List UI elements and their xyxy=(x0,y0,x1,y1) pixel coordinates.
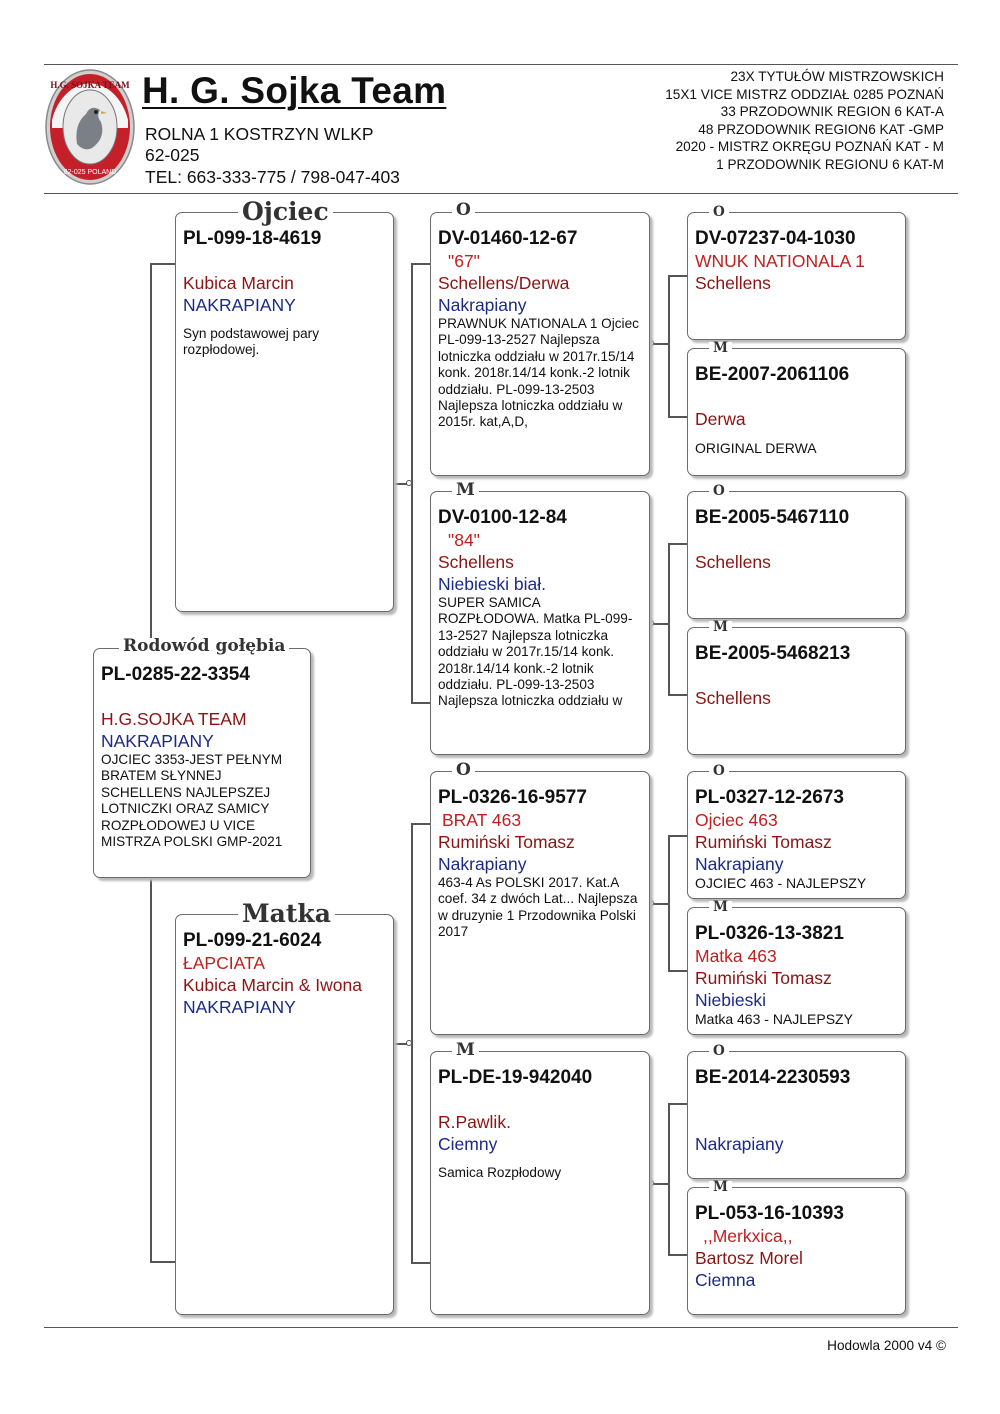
fmf-card xyxy=(687,491,906,619)
footer-rule xyxy=(44,1327,958,1328)
connector-line xyxy=(668,1254,688,1256)
connector-line xyxy=(150,878,152,1262)
subject-owner: H.G.SOJKA TEAM xyxy=(101,709,247,729)
connector-line xyxy=(668,835,670,971)
subject-card xyxy=(93,648,311,878)
mother-owner: Kubica Marcin & Iwona xyxy=(183,975,362,995)
mmm-owner: Bartosz Morel xyxy=(695,1248,803,1268)
phone-line: TEL: 663-333-775 / 798-047-403 xyxy=(145,167,400,187)
mfm-owner: Rumiński Tomasz xyxy=(695,968,832,988)
subject-notes: OJCIEC 3353-JEST PEŁNYM BRATEM SŁYNNEJ SCHELLENS NAJLEPSZEJ LOTNICZKI ORAZ SAMICY ROZPŁODOWEJ U VICE MISTRZA POLSKI GMP-2021 xyxy=(101,752,283,850)
fm-card xyxy=(430,491,650,755)
connector-line xyxy=(411,702,430,704)
header-top-rule xyxy=(44,64,958,65)
father-ring: PL-099-18-4619 xyxy=(183,228,322,249)
team-logo xyxy=(44,68,136,186)
mff-name: Ojciec 463 xyxy=(695,810,778,830)
fff-owner: Schellens xyxy=(695,273,771,293)
ff-owner: Schellens/Derwa xyxy=(438,273,570,293)
mmm-color: Ciemna xyxy=(695,1270,756,1290)
achievements-list xyxy=(665,68,944,174)
ffm-owner: Derwa xyxy=(695,409,746,429)
connector-line xyxy=(411,1262,430,1264)
mf-color: Nakrapiany xyxy=(438,854,527,874)
fm-name: "84" xyxy=(448,530,480,550)
mfm-notes: Matka 463 - NAJLEPSZY xyxy=(695,1011,853,1027)
mother-label: Matka xyxy=(238,901,335,926)
mfm-ring: PL-0326-13-3821 xyxy=(695,923,844,944)
connector-line xyxy=(668,275,688,277)
connector-line xyxy=(668,543,688,545)
mmm-name: ,,Merkxica,, xyxy=(703,1226,793,1246)
mother-ring: PL-099-21-6024 xyxy=(183,930,322,951)
mm-label: M xyxy=(452,1042,479,1059)
ffm-ring: BE-2007-2061106 xyxy=(695,364,850,385)
fff-name: WNUK NATIONALA 1 xyxy=(695,251,865,271)
mf-ring: PL-0326-16-9577 xyxy=(438,787,587,808)
father-owner: Kubica Marcin xyxy=(183,273,294,293)
fmm-label: M xyxy=(709,621,732,635)
fmm-owner: Schellens xyxy=(695,688,771,708)
connector-line xyxy=(150,263,152,648)
mmm-label: M xyxy=(709,1181,732,1195)
fmf-owner: Schellens xyxy=(695,552,771,572)
father-label: Ojciec xyxy=(238,199,333,224)
fm-color: Niebieski biał. xyxy=(438,574,546,594)
mff-ring: PL-0327-12-2673 xyxy=(695,787,844,808)
achievement-item: 48 PRZODOWNIK REGION6 KAT -GMP xyxy=(698,121,944,137)
connector-line xyxy=(668,275,670,417)
father-notes: Syn podstawowej pary rozpłodowej. xyxy=(183,326,320,358)
ffm-card xyxy=(687,348,906,476)
fm-label: M xyxy=(452,482,479,499)
mfm-label: M xyxy=(709,901,732,915)
connector-line xyxy=(668,1103,670,1255)
mff-card xyxy=(687,771,906,899)
connector-line xyxy=(668,416,688,418)
mf-name: BRAT 463 xyxy=(442,810,522,830)
mmm-card xyxy=(687,1187,906,1315)
mm-owner: R.Pawlik. xyxy=(438,1112,511,1132)
mfm-card xyxy=(687,907,906,1035)
mff-notes: OJCIEC 463 - NAJLEPSZY xyxy=(695,875,867,891)
mmf-label: O xyxy=(709,1045,729,1059)
connector-line xyxy=(668,970,688,972)
connector-line xyxy=(150,263,176,265)
ff-notes: PRAWNUK NATIONALA 1 Ojciec PL-099-13-2527 Najlepsza lotniczka oddziału w 2017r.15/14 konk. 2018r.14/14 konk.-2 lotnik oddziału. PL-099-13-2503 Najlepsza lotniczka oddziału w 2015r. kat,A,D, xyxy=(438,316,639,430)
mfm-color: Niebieski xyxy=(695,990,766,1010)
connector-line xyxy=(668,1103,688,1105)
subject-ring: PL-0285-22-3354 xyxy=(101,664,250,685)
mm-color: Ciemny xyxy=(438,1134,498,1154)
mother-card xyxy=(175,914,394,1315)
connector-line xyxy=(668,835,688,837)
subject-color: NAKRAPIANY xyxy=(101,731,214,751)
ff-label: O xyxy=(452,202,475,219)
connector-line xyxy=(150,1261,176,1263)
ff-card xyxy=(430,212,650,476)
achievement-item: 1 PRZODOWNIK REGIONU 6 KAT-M xyxy=(716,156,944,172)
mf-notes: 463-4 As POLSKI 2017. Kat.A coef. 34 z dwóch Lat... Najlepsza w druzynie 1 Przodownika Polski 2017 xyxy=(438,875,638,940)
achievement-item: 33 PRZODOWNIK REGION 6 KAT-A xyxy=(720,104,944,120)
mm-ring: PL-DE-19-942040 xyxy=(438,1067,593,1088)
mff-label: O xyxy=(709,765,729,779)
logo-text-bottom: 62-025 POLAND xyxy=(63,169,117,176)
mmm-ring: PL-053-16-10393 xyxy=(695,1203,844,1224)
achievement-item: 15X1 VICE MISTRZ ODDZIAŁ 0285 POZNAŃ xyxy=(665,86,944,102)
subject-label: Rodowód gołębia xyxy=(119,638,289,655)
fff-card xyxy=(687,212,906,340)
team-title: H. G. Sojka Team xyxy=(142,70,447,111)
connector-line xyxy=(411,263,430,265)
mf-label: O xyxy=(452,762,475,779)
mmf-color: Nakrapiany xyxy=(695,1134,784,1154)
header-bottom-rule xyxy=(44,193,958,194)
mff-color: Nakrapiany xyxy=(695,854,784,874)
logo-text-top: H.G. SOJKA TEAM xyxy=(50,80,130,90)
mmf-ring: BE-2014-2230593 xyxy=(695,1067,851,1088)
mother-name: ŁAPCIATA xyxy=(183,953,266,973)
footer-credit: Hodowla 2000 v4 © xyxy=(827,1338,946,1353)
fmm-card xyxy=(687,627,906,755)
connector-line xyxy=(668,694,688,696)
fmf-ring: BE-2005-5467110 xyxy=(695,507,850,528)
mm-notes: Samica Rozpłodowy xyxy=(438,1165,562,1180)
connector-line xyxy=(411,263,413,703)
mother-color: NAKRAPIANY xyxy=(183,997,296,1017)
fm-ring: DV-0100-12-84 xyxy=(438,507,567,528)
address-line-2: 62-025 xyxy=(145,145,200,165)
mmf-card xyxy=(687,1051,906,1179)
mf-card xyxy=(430,771,650,1035)
fm-notes: SUPER SAMICA ROZPŁODOWA. Matka PL-099-13-2527 Najlepsza lotniczka oddziału w 2017r.15/14 konk. 2018r.14/14 konk.-2 lotnik oddziału. PL-099-13-2503 Najlepsza lotniczka oddziału w xyxy=(438,595,633,709)
mm-card xyxy=(430,1051,650,1315)
mfm-name: Matka 463 xyxy=(695,946,777,966)
fff-label: O xyxy=(709,206,729,220)
achievement-item: 23X TYTUŁÓW MISTRZOWSKICH xyxy=(730,69,944,84)
fff-ring: DV-07237-04-1030 xyxy=(695,228,856,249)
fm-owner: Schellens xyxy=(438,552,514,572)
ffm-notes: ORIGINAL DERWA xyxy=(695,440,817,456)
ff-name: "67" xyxy=(448,251,480,271)
address-line-1: ROLNA 1 KOSTRZYN WLKP xyxy=(145,124,374,144)
ff-ring: DV-01460-12-67 xyxy=(438,228,578,249)
father-color: NAKRAPIANY xyxy=(183,295,296,315)
ff-color: Nakrapiany xyxy=(438,295,527,315)
mf-owner: Rumiński Tomasz xyxy=(438,832,575,852)
connector-line xyxy=(411,823,430,825)
father-card xyxy=(175,212,394,612)
fmm-ring: BE-2005-5468213 xyxy=(695,643,851,664)
fmf-label: O xyxy=(709,485,729,499)
connector-line xyxy=(668,543,670,695)
achievement-item: 2020 - MISTRZ OKRĘGU POZNAŃ KAT - M xyxy=(675,139,944,155)
ffm-label: M xyxy=(709,342,732,356)
mff-owner: Rumiński Tomasz xyxy=(695,832,832,852)
connector-line xyxy=(411,823,413,1263)
